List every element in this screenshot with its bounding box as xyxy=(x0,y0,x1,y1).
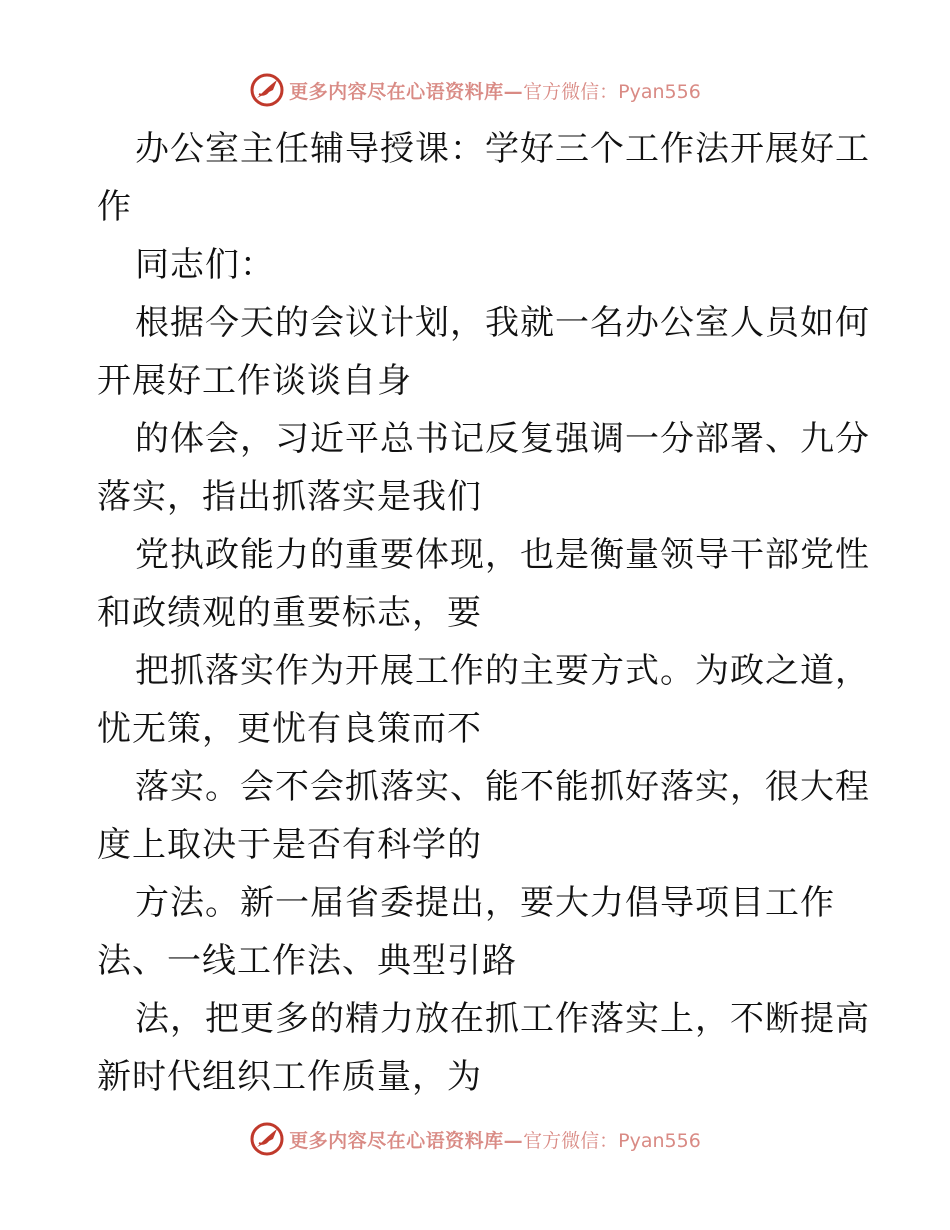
banner-wechat: 官方微信：Pyan556 xyxy=(523,1129,701,1152)
paragraph-line: 度上取决于是否有科学的 xyxy=(97,825,482,865)
paragraph-line: 落实。会不会抓落实、能不能抓好落实，很大程 xyxy=(135,767,870,807)
paragraph-line: 的体会，习近平总书记反复强调一分部署、九分 xyxy=(135,419,870,459)
paragraph-line: 把抓落实作为开展工作的主要方式。为政之道， xyxy=(135,651,870,691)
paragraph-line: 忧无策，更忧有良策而不 xyxy=(97,709,482,749)
logo-icon xyxy=(249,1121,285,1157)
paragraph-line: 落实，指出抓落实是我们 xyxy=(97,477,482,517)
paragraph-line: 方法。新一届省委提出，要大力倡导项目工作 xyxy=(135,883,835,923)
title-line-2: 作 xyxy=(97,187,132,227)
header-banner xyxy=(0,70,950,110)
document-body xyxy=(97,120,870,1106)
banner-text: 更多内容尽在心语资料库— xyxy=(289,80,524,103)
paragraph-line: 法、一线工作法、典型引路 xyxy=(97,941,517,981)
logo-icon xyxy=(249,72,285,108)
title-line-1: 办公室主任辅导授课：学好三个工作法开展好工 xyxy=(135,129,870,169)
paragraph-line: 根据今天的会议计划，我就一名办公室人员如何 xyxy=(135,303,870,343)
salutation: 同志们： xyxy=(135,245,275,285)
footer-banner xyxy=(0,1119,950,1159)
banner-text: 更多内容尽在心语资料库— xyxy=(289,1129,524,1152)
paragraph-line: 党执政能力的重要体现，也是衡量领导干部党性 xyxy=(135,535,870,575)
paragraph-line: 开展好工作谈谈自身 xyxy=(97,361,412,401)
paragraph-line: 新时代组织工作质量，为 xyxy=(97,1057,482,1097)
paragraph-line: 和政绩观的重要标志，要 xyxy=(97,593,482,633)
paragraph-line: 法，把更多的精力放在抓工作落实上，不断提高 xyxy=(135,999,870,1039)
banner-wechat: 官方微信：Pyan556 xyxy=(523,80,701,103)
